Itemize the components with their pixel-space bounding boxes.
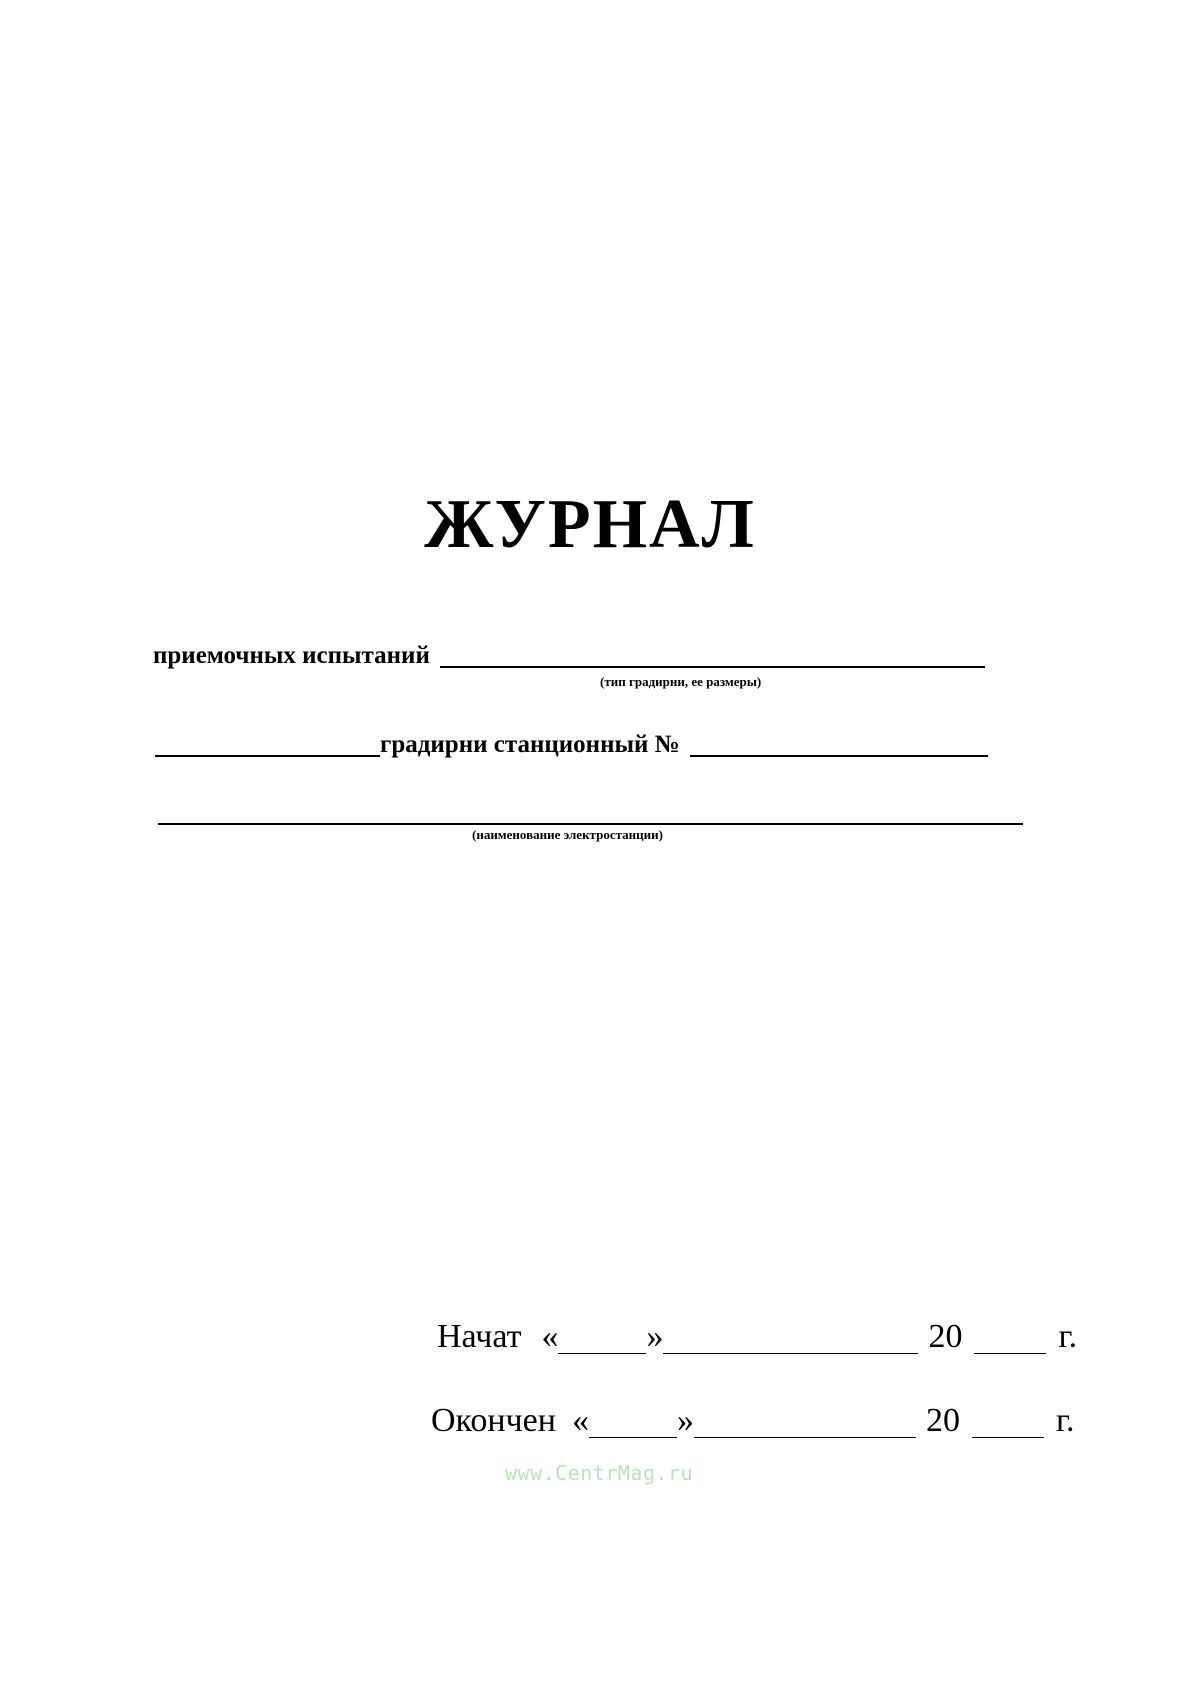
- tower-name-field[interactable]: [155, 731, 380, 757]
- tower-station-number-row: [155, 731, 988, 757]
- started-date-row: [437, 1320, 1077, 1354]
- started-day-field[interactable]: [558, 1323, 646, 1354]
- finished-date-row: [431, 1404, 1075, 1438]
- started-month-field[interactable]: [663, 1323, 918, 1354]
- watermark-text: www.CentrMag.ru: [505, 1461, 694, 1485]
- tower-station-number-label: градирни станционный №: [380, 731, 680, 758]
- tower-type-field[interactable]: [440, 642, 985, 668]
- started-quote-open: «: [541, 1318, 559, 1355]
- journal-title: ЖУРНАЛ: [424, 486, 756, 563]
- started-year-field[interactable]: [974, 1323, 1046, 1354]
- power-station-name-field[interactable]: [158, 799, 1023, 825]
- started-quote-close: »: [646, 1318, 664, 1355]
- started-year-suffix: г.: [1058, 1318, 1078, 1355]
- finished-year-field[interactable]: [972, 1407, 1044, 1438]
- acceptance-tests-row: [153, 642, 985, 668]
- finished-quote-open: «: [571, 1402, 589, 1439]
- finished-label: Окончен: [431, 1402, 556, 1439]
- tower-type-caption: (тип градирни, ее размеры): [600, 674, 762, 689]
- started-year-prefix: 20: [928, 1318, 963, 1355]
- finished-year-prefix: 20: [925, 1402, 960, 1439]
- finished-year-suffix: г.: [1055, 1402, 1075, 1439]
- acceptance-tests-label: приемочных испытаний: [153, 642, 430, 669]
- started-label: Начат: [437, 1318, 522, 1355]
- station-number-field[interactable]: [690, 731, 988, 757]
- finished-day-field[interactable]: [589, 1407, 677, 1438]
- finished-quote-close: »: [676, 1402, 694, 1439]
- power-station-caption: (наименование электростанции): [472, 827, 663, 842]
- finished-month-field[interactable]: [694, 1407, 916, 1438]
